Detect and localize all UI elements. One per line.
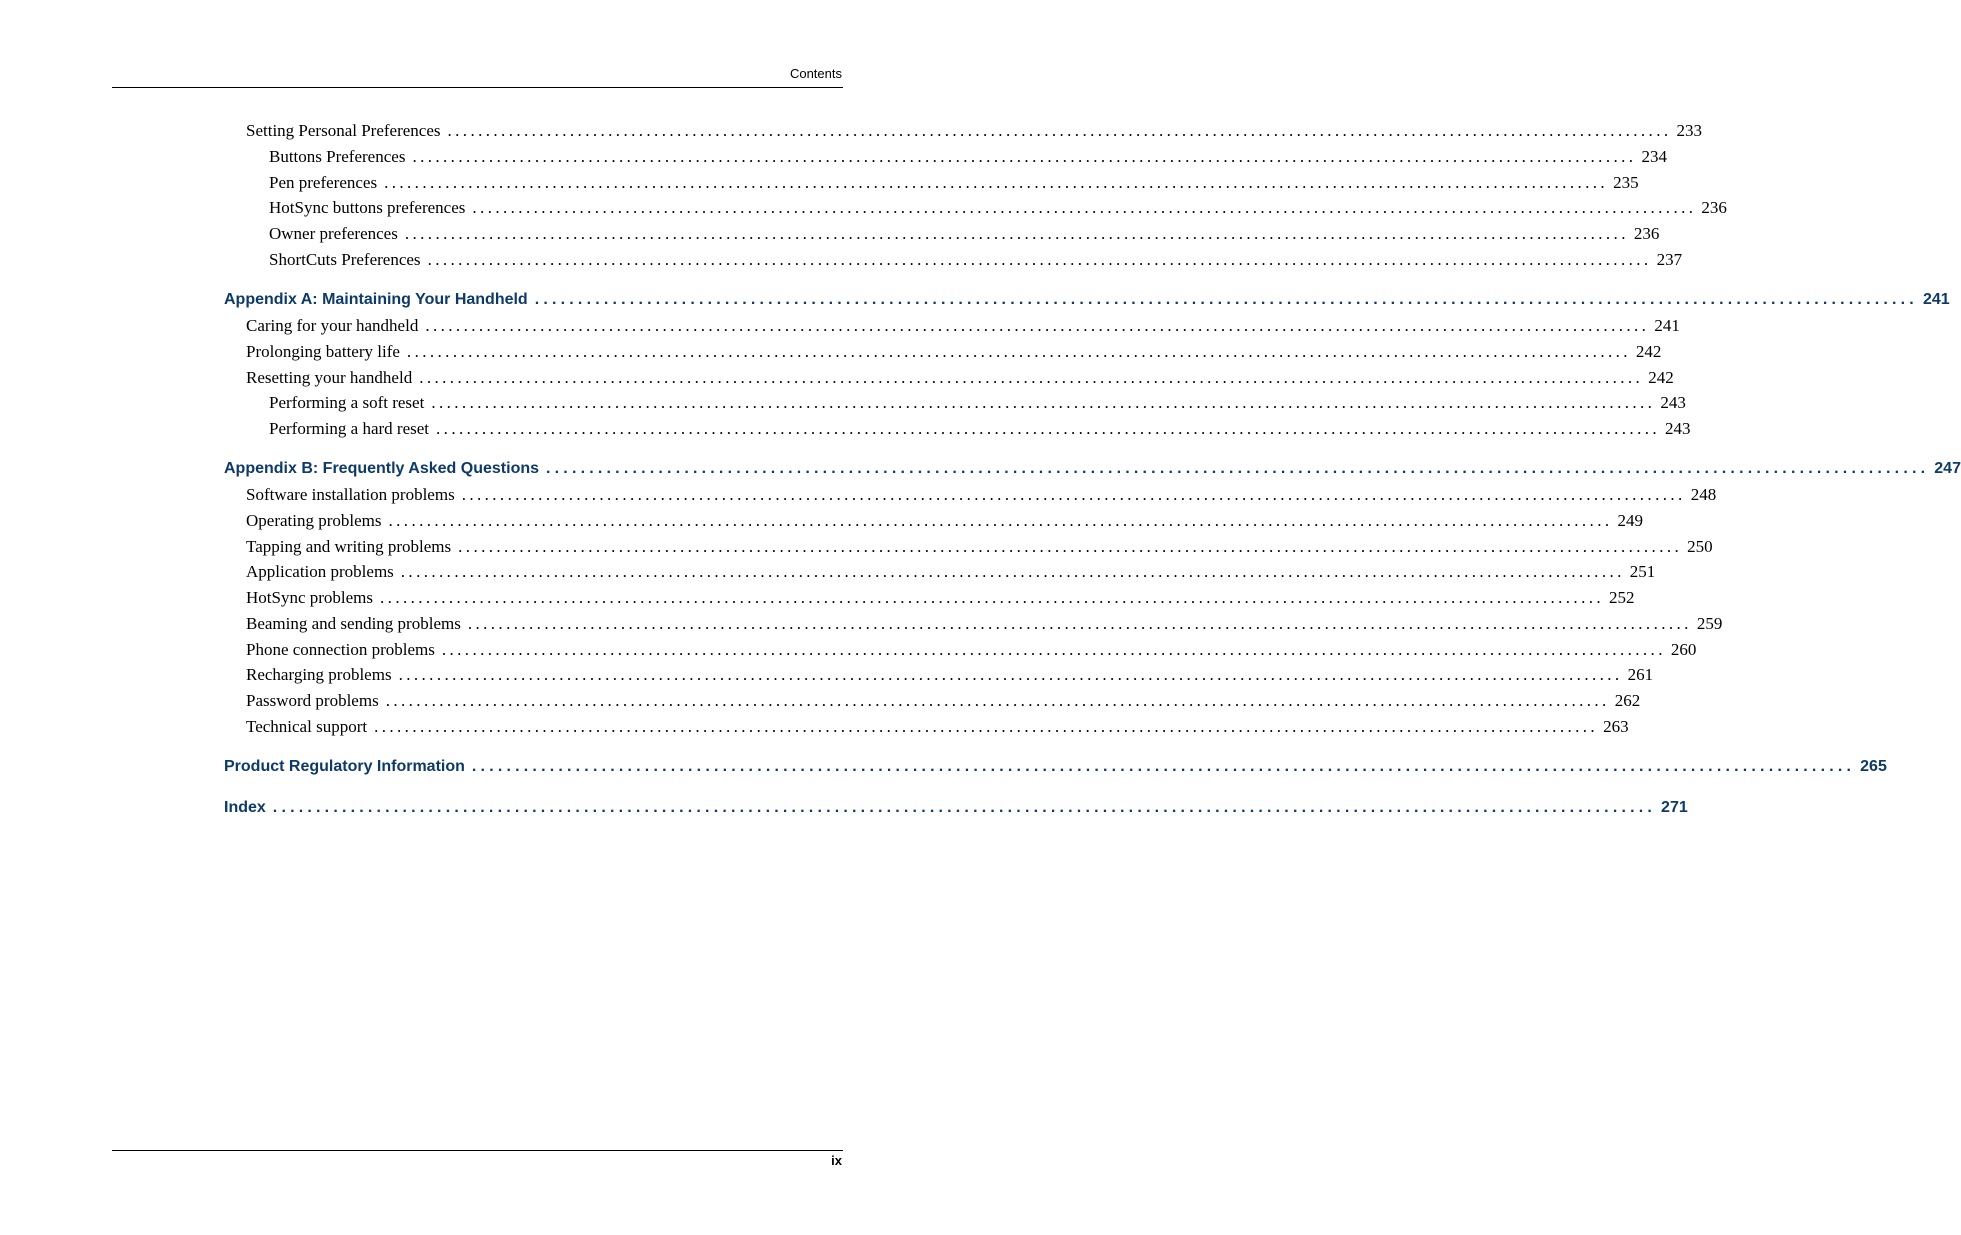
toc-entry-page: 235 [1613, 173, 1639, 192]
toc-entry-title: Appendix A: Maintaining Your Handheld [224, 291, 528, 308]
toc-entry-page: 236 [1633, 224, 1660, 243]
toc-entry-page: 237 [1656, 250, 1683, 269]
toc-entry-title: Phone connection problems [246, 640, 435, 659]
dot-leader: ................................................................................................................................................................ [431, 393, 1656, 412]
toc-section-entry [246, 314, 1680, 338]
toc-entry-page: 262 [1614, 691, 1641, 710]
toc-chapter-entry [224, 288, 1950, 312]
toc-entry-title: Owner preferences [269, 224, 398, 243]
toc-entry-page: 251 [1629, 562, 1656, 581]
toc-entry-title: Caring for your handheld [246, 316, 419, 335]
dot-leader: ................................................................................................................................................................ [380, 588, 1605, 607]
toc-section-entry [246, 119, 1702, 143]
dot-leader: ................................................................................................................................................................ [461, 485, 1686, 504]
toc-entry-page: 242 [1635, 342, 1662, 361]
toc-entry-page: 242 [1648, 368, 1674, 387]
dot-leader: ................................................................................................................................................................ [458, 537, 1683, 556]
dot-leader: ................................................................................................................................................................ [400, 562, 1625, 581]
toc-entry-title: Tapping and writing problems [246, 537, 452, 556]
toc-entry-title: Password problems [246, 691, 379, 710]
dot-leader: ................................................................................................................................................................ [384, 173, 1609, 192]
running-header: Contents [789, 66, 842, 81]
toc-entry-page: 259 [1696, 614, 1723, 633]
dot-leader: ................................................................................................................................................................ [374, 717, 1599, 736]
toc-section-entry [246, 663, 1654, 687]
toc-entry-title: Software installation problems [246, 485, 455, 504]
toc-section-entry [246, 638, 1697, 662]
toc-entry-page: 243 [1665, 419, 1691, 438]
toc-section-entry [246, 715, 1629, 739]
dot-leader: ................................................................................................................................................................ [272, 799, 1657, 816]
dot-leader: ................................................................................................................................................................ [425, 316, 1650, 335]
toc-entry-title: Setting Personal Preferences [246, 121, 441, 140]
toc-entry-page: 249 [1617, 511, 1643, 530]
toc-section-entry [246, 612, 1723, 636]
toc-entry-title: HotSync buttons preferences [269, 198, 466, 217]
toc-section-entry [246, 586, 1635, 610]
toc-entry-page: 236 [1701, 198, 1727, 217]
toc-section-entry [246, 483, 1717, 507]
toc-entry-title: HotSync problems [246, 588, 374, 607]
toc-entry-page: 252 [1609, 588, 1635, 607]
toc-section-entry [246, 535, 1713, 559]
toc-entry-title: Technical support [246, 717, 368, 736]
toc-section-entry [269, 222, 1660, 246]
toc-entry-page: 243 [1660, 393, 1686, 412]
toc-entry-title: Recharging problems [246, 665, 392, 684]
toc-entry-page: 241 [1922, 291, 1950, 308]
toc-entry-title: Resetting your handheld [246, 368, 413, 387]
dot-leader: ................................................................................................................................................................ [412, 147, 1637, 166]
toc-entry-title: Performing a soft reset [269, 393, 425, 412]
toc-entry-title: Beaming and sending problems [246, 614, 461, 633]
dot-leader: ................................................................................................................................................................ [436, 419, 1661, 438]
toc-section-entry [246, 366, 1674, 390]
toc-section-entry [246, 340, 1662, 364]
dot-leader: ................................................................................................................................................................ [447, 121, 1672, 140]
toc-entry-page: 265 [1860, 758, 1887, 775]
dot-leader: ................................................................................................................................................................ [534, 291, 1918, 308]
dot-leader: ................................................................................................................................................................ [385, 691, 1610, 710]
toc-entry-title: Prolonging battery life [246, 342, 400, 361]
toc-entry-page: 271 [1661, 799, 1688, 816]
dot-leader: ................................................................................................................................................................ [427, 250, 1652, 269]
toc-entry-page: 250 [1687, 537, 1713, 556]
toc-entry-page: 263 [1603, 717, 1629, 736]
toc-entry-title: Buttons Preferences [269, 147, 406, 166]
toc-section-entry [269, 171, 1639, 195]
toc-entry-page: 261 [1627, 665, 1654, 684]
toc-entry-title: ShortCuts Preferences [269, 250, 421, 269]
toc-entry-page: 248 [1690, 485, 1717, 504]
dot-leader: ................................................................................................................................................................ [398, 665, 1623, 684]
footer-rule [112, 1150, 843, 1151]
toc-section-entry [269, 145, 1667, 169]
toc-entry-title: Index [224, 799, 266, 816]
toc-section-entry [269, 248, 1683, 272]
toc-section-entry [246, 560, 1656, 584]
toc-section-entry [269, 391, 1686, 415]
dot-leader: ................................................................................................................................................................ [472, 198, 1697, 217]
dot-leader: ................................................................................................................................................................ [388, 511, 1613, 530]
toc-entry-page: 260 [1670, 640, 1697, 659]
dot-leader: ................................................................................................................................................................ [419, 368, 1644, 387]
toc-entry-title: Operating problems [246, 511, 382, 530]
toc-section-entry [269, 196, 1727, 220]
dot-leader: ................................................................................................................................................................ [471, 758, 1856, 775]
toc-chapter-entry [224, 796, 1688, 820]
toc-entry-page: 233 [1676, 121, 1702, 140]
toc-chapter-entry [224, 755, 1887, 779]
toc-entry-title: Application problems [246, 562, 394, 581]
toc-entry-title: Performing a hard reset [269, 419, 430, 438]
dot-leader: ................................................................................................................................................................ [546, 460, 1930, 477]
dot-leader: ................................................................................................................................................................ [406, 342, 1631, 361]
toc-section-entry [246, 689, 1641, 713]
dot-leader: ................................................................................................................................................................ [441, 640, 1666, 659]
toc-chapter-entry [224, 457, 1961, 481]
toc-entry-title: Product Regulatory Information [224, 758, 465, 775]
toc-entry-page: 241 [1654, 316, 1680, 335]
toc-section-entry [246, 509, 1643, 533]
toc-entry-title: Pen preferences [269, 173, 378, 192]
toc-entry-page: 247 [1934, 460, 1961, 477]
page-number: ix [831, 1153, 842, 1168]
toc-entry-title: Appendix B: Frequently Asked Questions [224, 460, 540, 477]
dot-leader: ................................................................................................................................................................ [404, 224, 1629, 243]
dot-leader: ................................................................................................................................................................ [467, 614, 1692, 633]
toc-section-entry [269, 417, 1691, 441]
toc-entry-page: 234 [1641, 147, 1667, 166]
